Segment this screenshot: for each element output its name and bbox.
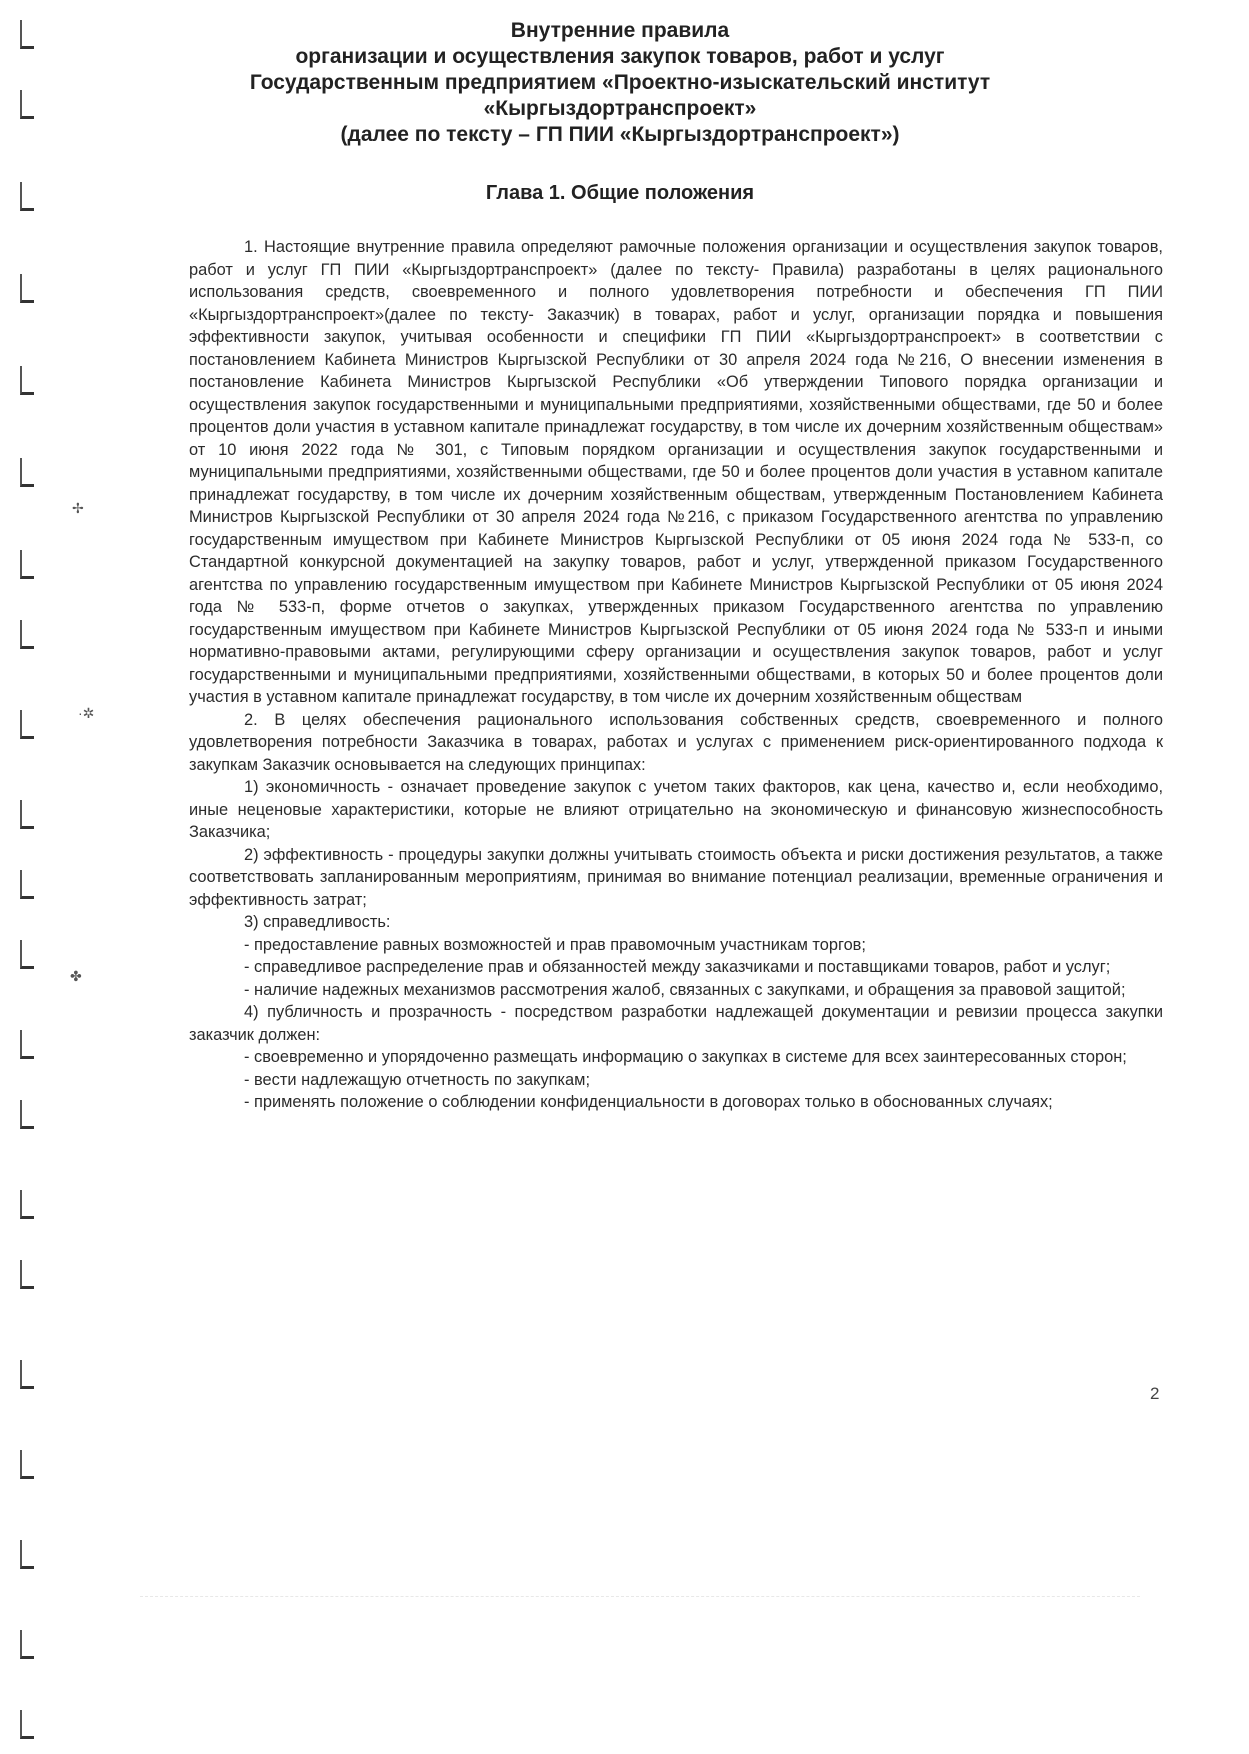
binding-mark	[20, 20, 34, 49]
scan-artifact-line	[140, 1596, 1140, 1597]
binding-margin	[10, 20, 40, 1740]
fairness-item: - предоставление равных возможностей и прав правомочным участникам торгов;	[244, 935, 866, 954]
binding-mark	[20, 800, 34, 829]
header-line: Внутренние правила	[510, 19, 730, 42]
binding-mark	[20, 1260, 34, 1289]
fairness-item: - справедливое распределение прав и обязанностей между заказчиками и поставщиками товаров, работ и услуг;	[244, 958, 1111, 976]
binding-mark	[20, 620, 34, 649]
binding-mark	[20, 90, 34, 119]
document-header	[140, 18, 1100, 148]
header-line: организации и осуществления закупок товаров, работ и услуг	[295, 45, 945, 68]
binding-mark	[20, 710, 34, 739]
paragraph-1: 1. Настоящие внутренние правила определяют рамочные положения организации и осуществления закупок товаров, работ и услуг ГП ПИИ «Кыргыздортранспроект» (далее по тексту- Правила) разработаны в целях рационального использования средств, своевременного и полного удовлетворения потребности и обеспечения ГП ПИИ «Кыргыздортранспроект»(далее по тексту- Заказчик) в товарах, работ и услуг, организации порядка и повышения эффективности закупок, учитывая особенности и специфики ГП ПИИ «Кыргыздортранспроект» в соответствии с постановлением Кабинета Министров Кыргызской Республики от 30 апреля 2024 года №216, О внесении изменения в постановление Кабинета Министров Кыргызской Республики «Об утверждении Типового порядка организации и осуществления закупок государственными и муниципальными предприятиями, хозяйственными обществами, где 50 и более процентов доли участия в уставном капитале принадлежат государству, в том числе их дочерним хозяйственным обществам» от 10 июня 2022 года № 301, с Типовым порядком организации и осуществления закупок государственными и муниципальными предприятиями, хозяйственными обществами, где 50 и более процентов доли участия в уставном капитале принадлежат государству, в том числе их дочерним хозяйственным обществам, утвержденным Постановлением Кабинета Министров Кыргызской Республики от 30 апреля 2024 года №216, с приказом Государственного агентства по управлению государственным имуществом при Кабинете Министров Кыргызской Республики от 05 июня 2024 года № 533-п, со Стандартной конкурсной документацией на закупку товаров, работ и услуг, утвержденной приказом Государственного агентства по управлению государственным имуществом при Кабинете Министров Кыргызской Республики от 05 июня 2024 года № 533-п, форме отчетов о закупках, утвержденных приказом Государственного агентства по управлению государственным имуществом при Кабинете Министров Кыргызской Республики от 05 июня 2024 года № 533-п и иными нормативно-правовыми актами, регулирующими сферу организации и осуществления закупок товаров, работ и услуг государственными и муниципальными предприятиями, хозяйственными обществами, в которых 50 и более процентов доли участия в уставном капитале принадлежат государству, в том числе их дочерним хозяйственным обществам	[189, 238, 1163, 706]
scan-speck: ✢	[72, 500, 84, 516]
binding-mark	[20, 1710, 34, 1739]
binding-mark	[20, 366, 34, 395]
principle-fairness: 3) справедливость:	[244, 913, 391, 931]
binding-mark	[20, 274, 34, 303]
transparency-item: - вести надлежащую отчетность по закупкам;	[244, 1070, 590, 1089]
principle-economy: 1) экономичность - означает проведение закупок с учетом таких факторов, как цена, качество и, если необходимо, иные неценовые характеристики, которые не влияют отрицательно на экономическую и финансовую жизнеспособность Заказчика;	[189, 778, 1163, 841]
binding-mark	[20, 458, 34, 487]
scan-speck: ·✲	[78, 705, 95, 721]
transparency-item: - применять положение о соблюдении конфиденциальности в договорах только в обоснованных случаях;	[244, 1093, 1053, 1111]
binding-mark	[20, 1540, 34, 1569]
header-line: (далее по тексту – ГП ПИИ «Кыргыздортранспроект»)	[340, 123, 900, 146]
principle-transparency: 4) публичность и прозрачность - посредством разработки надлежащей документации и ревизии процесса закупки заказчик должен:	[189, 1003, 1163, 1044]
binding-mark	[20, 1450, 34, 1479]
binding-mark	[20, 870, 34, 899]
binding-mark	[20, 1190, 34, 1219]
paragraph-2: 2. В целях обеспечения рационального использования собственных средств, своевременного и полного удовлетворения потребности Заказчика в товарах, работах и услугах с применением риск-ориентированного подхода к закупкам Заказчик основывается на следующих принципах:	[189, 710, 1163, 774]
binding-mark	[20, 1030, 34, 1059]
binding-mark	[20, 550, 34, 579]
header-line: Государственным предприятием «Проектно-изыскательский институт	[249, 71, 991, 94]
scan-speck: ✤	[70, 968, 82, 984]
binding-mark	[20, 1360, 34, 1389]
header-line: «Кыргыздортранспроект»	[483, 97, 757, 120]
fairness-item: - наличие надежных механизмов рассмотрения жалоб, связанных с закупками, и обращения за правовой защитой;	[244, 980, 1126, 999]
binding-mark	[20, 1100, 34, 1129]
binding-mark	[20, 1630, 34, 1659]
binding-mark	[20, 940, 34, 969]
chapter-title: Глава 1. Общие положения	[485, 182, 755, 204]
document-body	[189, 236, 1163, 1114]
transparency-item: - своевременно и упорядоченно размещать информацию о закупках в системе для всех заинтересованных сторон;	[244, 1048, 1127, 1066]
principle-efficiency: 2) эффективность - процедуры закупки должны учитывать стоимость объекта и риски достижения результатов, а также соответствовать запланированным мероприятиям, принимая во внимание потенциал реализации, временные ограничения и эффективность затрат;	[189, 845, 1163, 909]
page-number: 2	[1150, 1384, 1160, 1403]
binding-mark	[20, 182, 34, 211]
